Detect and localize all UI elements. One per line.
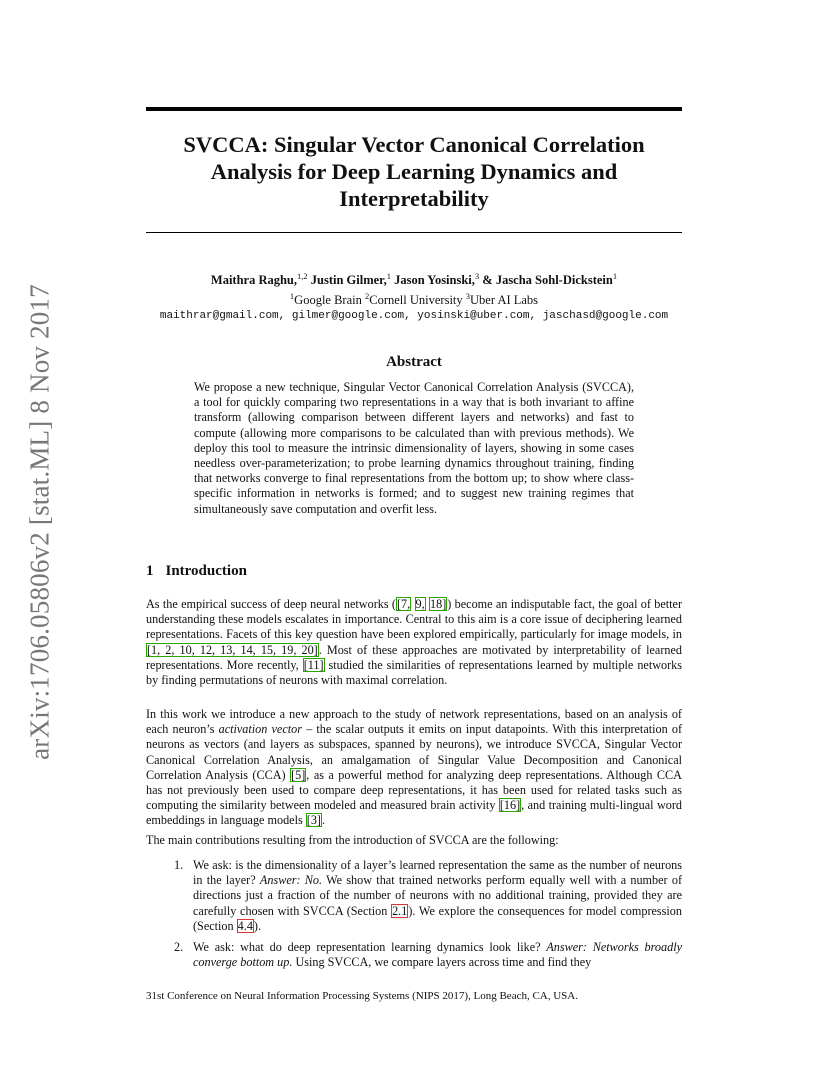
conference-footnote: 31st Conference on Neural Information Processing Systems (NIPS 2017), Long Beach, CA, USA. (146, 990, 578, 1002)
affiliation: Google Brain (294, 293, 365, 308)
list-item (146, 940, 682, 970)
emphasis: Answer: No. (259, 873, 323, 888)
text-run: Using SVCCA, we compare layers across time and find they (292, 955, 592, 970)
citation-link[interactable]: [7, (396, 597, 411, 611)
title-bottom-rule (146, 232, 682, 233)
text-run: – the scalar outputs it emits on input datapoints. With this interpretation of neurons as vectors (and layers as subspaces, spanned by neurons), we introduce SVCCA, Singular Vector Canonical Correlation Analysis, an amalgamation of Singular Value Decomposition and Canonical Correlation Analysis (CCA) (146, 722, 682, 782)
affiliations (100, 288, 728, 308)
citation-link[interactable]: [1, 2, 10, 12, 13, 14, 15, 19, 20] (147, 642, 318, 657)
list-marker: 2. (174, 940, 184, 955)
author-affiliation-mark: 3 (474, 271, 480, 281)
text-run: , as a powerful method for analyzing deep representations. Although CCA has not previously been used to compare deep representations, it has been used for related tasks such as computing the similarity between modeled and measured brain activity (146, 767, 682, 813)
section-heading (146, 563, 247, 580)
affiliation-mark: 1 (289, 291, 295, 302)
text-run: As the empirical success of deep neural networks ( (146, 597, 396, 611)
abstract-text: We propose a new technique, Singular Vector Canonical Correlation Analysis (SVCCA), a tool for quickly comparing two representations in a way that is both invariant to affine transform (allowing comparison between different layers and networks) and fast to compute (allowing more comparisons to be calculated than with previous methods). We deploy this tool to measure the intrinsic dimensionality of layers, showing in some cases needless over-parameterization; to probe learning dynamics throughout training, finding that networks converge to final representations from the bottom up; to show where class-specific information in networks is formed; and to suggest new training regimes that simultaneously save computation and overfit less. (194, 380, 634, 516)
emphasis: Answer: Networks broadly converge bottom up. (193, 940, 683, 970)
paper-title: SVCCA: Singular Vector Canonical Correlation Analysis for Deep Learning Dynamics and Interpretability (183, 132, 645, 211)
text-run: , and training multi-lingual word embeddings in language models (146, 798, 682, 828)
text-run: studied the similarities of representations learned by multiple networks by finding permutations of neurons with maximal correlation. (146, 657, 682, 688)
list-marker: 1. (174, 858, 184, 872)
intro-paragraph-2 (146, 707, 682, 829)
author-affiliation-mark: 1 (612, 271, 618, 281)
citation-link[interactable]: [16] (499, 798, 521, 813)
author-affiliation-mark: 1 (386, 271, 391, 281)
intro-paragraph-1 (146, 597, 682, 688)
text-run: ). We explore the consequences for model compression (Section (193, 903, 682, 933)
citation-link[interactable]: [5] (291, 767, 306, 782)
author-emails: maithrar@gmail.com, gilmer@google.com, yosinski@uber.com, jaschasd@google.com (159, 310, 669, 323)
section-number: 1 (146, 563, 154, 579)
author-name: & Jascha Sohl-Dickstein (482, 273, 613, 288)
section-title: Introduction (165, 563, 247, 579)
author-block (100, 268, 728, 324)
citation-link[interactable]: 9, (415, 597, 425, 611)
text-run: . Most of these approaches are motivated by interpretability of learned representations. More recently, (146, 642, 682, 672)
section-ref-link[interactable]: 4.4 (237, 918, 253, 933)
text-run: We ask: what do deep representation learning dynamics look like? (193, 940, 547, 955)
title-top-rule (146, 107, 682, 111)
text-run: In this work we introduce a new approach to the study of network representations, based on an analysis of each neuron’s (146, 707, 682, 737)
arxiv-identifier: arXiv:1706.05806v2 [stat.ML] 8 Nov 2017 (24, 284, 55, 760)
author-name: Maithra Raghu, (210, 273, 298, 288)
author-name: Jason Yosinski, (394, 273, 475, 288)
contributions-list (146, 858, 682, 970)
text-run: . (321, 813, 326, 828)
text-run: We ask: is the dimensionality of a layer’s learned representation the same as the number of neurons in the layer? (193, 858, 682, 888)
author-affiliation-mark: 1,2 (297, 271, 308, 281)
affiliation: Uber AI Labs (470, 293, 539, 308)
author-names (100, 268, 728, 288)
list-item (146, 858, 682, 934)
citation-link[interactable]: 18] (430, 597, 447, 611)
arxiv-sidebar (22, 282, 58, 762)
text-run: We show that trained networks perform equally well with a number of directions just a fraction of the number of neurons with no additional training, provided they are carefully chosen with SVCCA (Section (193, 873, 682, 918)
text-run: ) become an indisputable fact, the goal of better understanding these models escalates in importance. Central to this aim is a core issue of deciphering learned representations. Facets of this key question have been explored empirically, particularly for image models, in (146, 597, 683, 642)
text-run: ). (253, 918, 262, 933)
emphasis: activation vector (218, 722, 302, 737)
affiliation-mark: 2 (365, 291, 370, 302)
intro-paragraph-3: The main contributions resulting from the introduction of SVCCA are the following: (146, 833, 559, 847)
affiliation-mark: 3 (465, 291, 471, 302)
citation-link[interactable]: [3] (306, 813, 321, 828)
affiliation: Cornell University (369, 293, 466, 308)
citation-link[interactable]: [11] (303, 657, 324, 672)
section-ref-link[interactable]: 2.1 (392, 903, 408, 918)
abstract-heading: Abstract (386, 354, 442, 370)
author-name: Justin Gilmer, (310, 273, 387, 288)
